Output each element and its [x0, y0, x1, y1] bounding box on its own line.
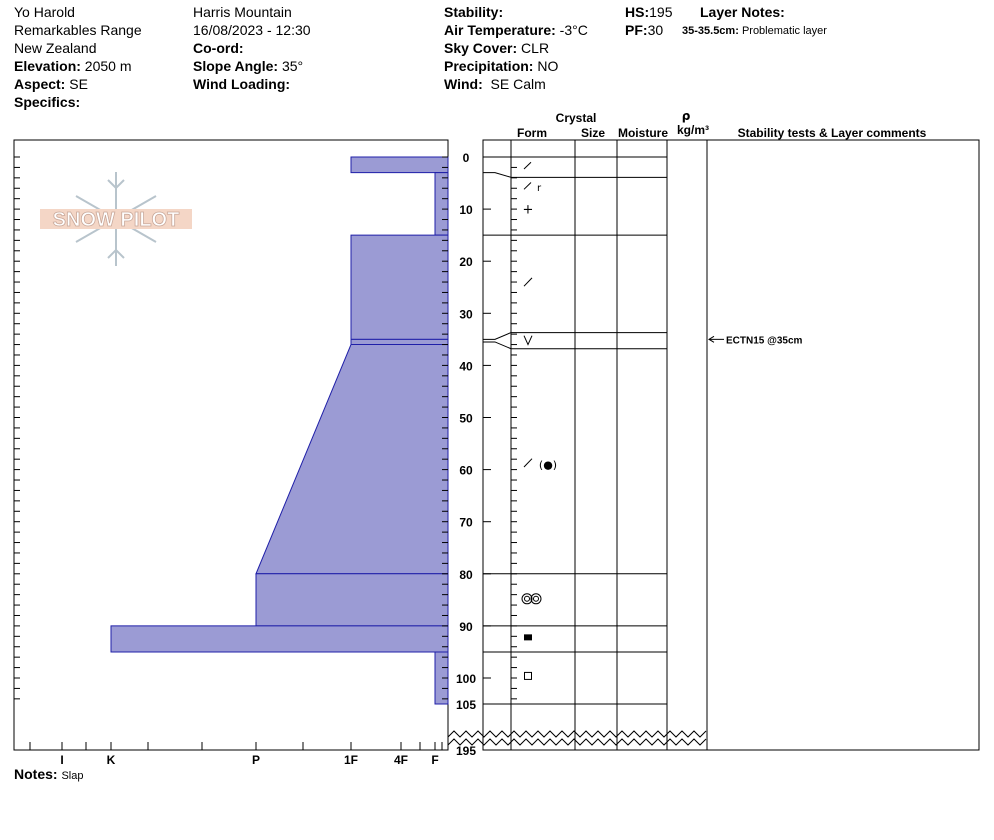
table-column-lines — [511, 140, 707, 750]
hardness-label-K: K — [106, 753, 116, 767]
size-header: Size — [580, 126, 606, 140]
layer-table-frame — [483, 140, 979, 750]
precipitation-form-icon: + — [522, 202, 534, 218]
location-name: Harris Mountain — [193, 4, 292, 20]
profile-layer-4 — [256, 345, 448, 574]
slope-label: Slope Angle: — [193, 58, 279, 74]
observer-name: Yo Harold — [14, 4, 75, 20]
surface-hoar-form-icon — [524, 336, 532, 345]
stability-test-label: ECTN15 @35cm — [726, 335, 803, 347]
row-connector-1 — [483, 173, 511, 178]
depth-label-105: 105 — [455, 698, 477, 713]
depth-label-100: 100 — [455, 672, 477, 686]
decomposing-form-icon-3 — [524, 459, 532, 467]
layer-note-text: Problematic layer — [741, 25, 827, 37]
melt-forms-icon-right-inner — [534, 596, 539, 601]
row-connector-2 — [483, 333, 511, 340]
layer-notes-label: Layer Notes: — [700, 4, 785, 20]
decomposing-form-icon-2 — [524, 278, 532, 286]
air-temp-label: Air Temperature: — [444, 22, 556, 38]
melt-forms-icon-left-inner — [525, 596, 530, 601]
hardness-label-F: F — [431, 753, 439, 767]
hs-label: HS: — [625, 4, 650, 20]
mountain-range: Remarkables Range — [14, 22, 142, 38]
aspect-label: Aspect: — [14, 76, 66, 92]
depth-label-0: 0 — [462, 151, 470, 165]
stability-label: Stability: — [444, 4, 504, 20]
wind-value: SE Calm — [490, 76, 546, 92]
row-connector-3 — [483, 342, 511, 349]
profile-layer-5 — [256, 574, 448, 626]
profile-layer-2 — [351, 235, 448, 339]
profile-layer-6 — [111, 626, 448, 652]
rho-header: ρ — [681, 109, 691, 123]
stability-comments-header: Stability tests & Layer comments — [737, 126, 927, 140]
moisture-header: Moisture — [617, 126, 669, 140]
hardness-label-4F: 4F — [393, 753, 409, 767]
logo-text: SNOW PILOT — [52, 209, 180, 231]
total-depth-label: 195 — [455, 744, 477, 758]
air-temp-value: -3°C — [559, 22, 588, 38]
pf-label: PF: — [625, 22, 648, 38]
ice-layer-icon — [524, 634, 532, 640]
hardness-label-P: P — [251, 753, 261, 767]
elevation-value: 2050 m — [84, 58, 132, 74]
depth-label-30: 30 — [459, 307, 473, 322]
wind-loading-label: Wind Loading: — [193, 76, 291, 92]
rime-mark-icon: r — [536, 182, 542, 194]
depth-label-60: 60 — [459, 463, 473, 478]
profile-layer-1 — [435, 173, 448, 236]
layer-note-range: 35-35.5cm: — [682, 25, 739, 37]
depth-label-90: 90 — [459, 619, 473, 634]
wind-label: Wind: — [444, 76, 483, 92]
facets-icon — [525, 672, 532, 679]
depth-label-20: 20 — [459, 255, 473, 270]
sky-label: Sky Cover: — [444, 40, 518, 56]
hardness-label-I: I — [60, 753, 64, 767]
notes-label: Notes: — [14, 766, 58, 782]
form-header: Form — [517, 126, 547, 140]
notes-value: Slap — [61, 770, 84, 782]
aspect-value: SE — [69, 76, 88, 92]
specifics-label: Specifics: — [14, 94, 81, 110]
hardness-label-1F: 1F — [343, 753, 359, 767]
decomposing-rimed-form-icon — [524, 183, 531, 190]
precip-value: NO — [537, 58, 559, 74]
observation-datetime: 16/08/2023 - 12:30 — [193, 22, 311, 38]
pf-value: 30 — [647, 22, 664, 38]
depth-label-70: 70 — [459, 515, 473, 530]
crystal-header: Crystal — [555, 111, 597, 125]
melt-freeze-form-icon: (●) — [538, 458, 558, 472]
depth-label-10: 10 — [459, 203, 473, 218]
sky-value: CLR — [521, 40, 550, 56]
density-unit-header: kg/m³ — [676, 123, 710, 137]
slope-value: 35° — [281, 58, 304, 74]
coord-label: Co-ord: — [193, 40, 244, 56]
country: New Zealand — [14, 40, 97, 56]
hs-value: 195 — [649, 4, 673, 20]
profile-layer-3 — [351, 339, 448, 344]
depth-label-50: 50 — [459, 411, 473, 426]
depth-label-40: 40 — [459, 359, 473, 374]
depth-label-80: 80 — [459, 567, 473, 582]
precip-label: Precipitation: — [444, 58, 534, 74]
elevation-label: Elevation: — [14, 58, 81, 74]
decomposing-form-icon — [524, 162, 531, 169]
profile-layer-0 — [351, 157, 448, 173]
